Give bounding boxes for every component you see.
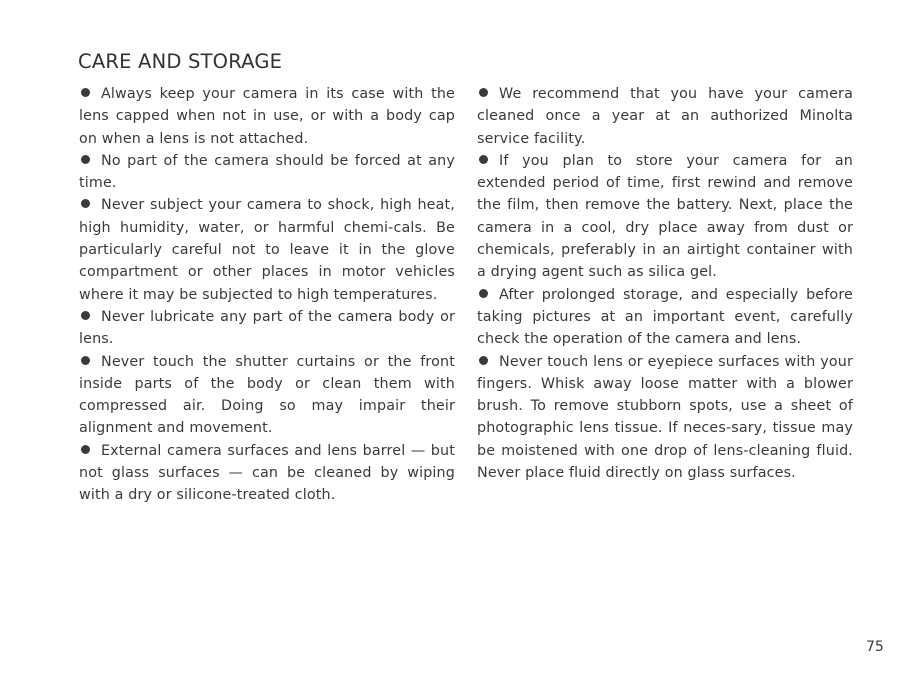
care-item-text: Always keep your camera in its case with the lens capped when not in use, or with a body cap on when a lens is not attached. [79, 86, 455, 147]
right-column [477, 83, 853, 484]
page-number: 75 [866, 639, 884, 655]
bullet-icon [479, 88, 488, 97]
page-title: CARE AND STORAGE [78, 50, 283, 73]
care-item-text: Never lubricate any part of the camera body or lens. [79, 308, 455, 348]
bullet-icon [479, 289, 488, 298]
care-item-text: External camera surfaces and lens barrel — but not glass surfaces — can be cleaned by wiping with a dry or silicone-treated cloth. [79, 442, 455, 504]
care-item [79, 306, 455, 351]
care-item [79, 440, 455, 507]
care-item [79, 194, 455, 305]
left-column [79, 83, 455, 507]
care-item-text: Never touch the shutter curtains or the front inside parts of the body or clean them with compressed air. Doing so may impair their alignment and movement. [79, 353, 455, 437]
storage-item [477, 83, 853, 150]
care-item [79, 83, 455, 150]
bullet-icon [81, 199, 90, 208]
bullet-icon [81, 155, 90, 164]
storage-item-text: Never touch lens or eyepiece surfaces with your fingers. Whisk away loose matter with a blower brush. To remove stubborn spots, use a sheet of photographic lens tissue. If neces-sary, tissue may be moistened with one drop of lens-cleaning fluid. Never place fluid directly on glass surfaces. [477, 353, 853, 482]
care-item [79, 150, 455, 195]
care-item-text: No part of the camera should be forced at any time. [79, 152, 455, 192]
storage-item-text: We recommend that you have your camera cleaned once a year at an authorized Minolta service facility. [477, 86, 853, 147]
storage-item [477, 284, 853, 351]
storage-item [477, 351, 853, 485]
bullet-icon [81, 445, 90, 454]
storage-item-text: If you plan to store your camera for an extended period of time, first rewind and remove the film, then remove the battery. Next, place the camera in a cool, dry place away from dust or chemicals, preferably in an airtight container with a drying agent such as silica gel. [477, 152, 853, 281]
bullet-icon [479, 356, 488, 365]
bullet-icon [81, 88, 90, 97]
care-item-text: Never subject your camera to shock, high heat, high humidity, water, or harmful chemi-cals. Be particularly careful not to leave it in the glove compartment or other places in motor vehicles where it may be subjected to high temperatures. [79, 197, 455, 303]
storage-item [477, 150, 853, 284]
storage-item-text: After prolonged storage, and especially before taking pictures at an important event, carefully check the operation of the camera and lens. [477, 286, 853, 348]
bullet-icon [81, 311, 90, 320]
care-item [79, 351, 455, 440]
bullet-icon [479, 155, 488, 164]
bullet-icon [81, 356, 90, 365]
